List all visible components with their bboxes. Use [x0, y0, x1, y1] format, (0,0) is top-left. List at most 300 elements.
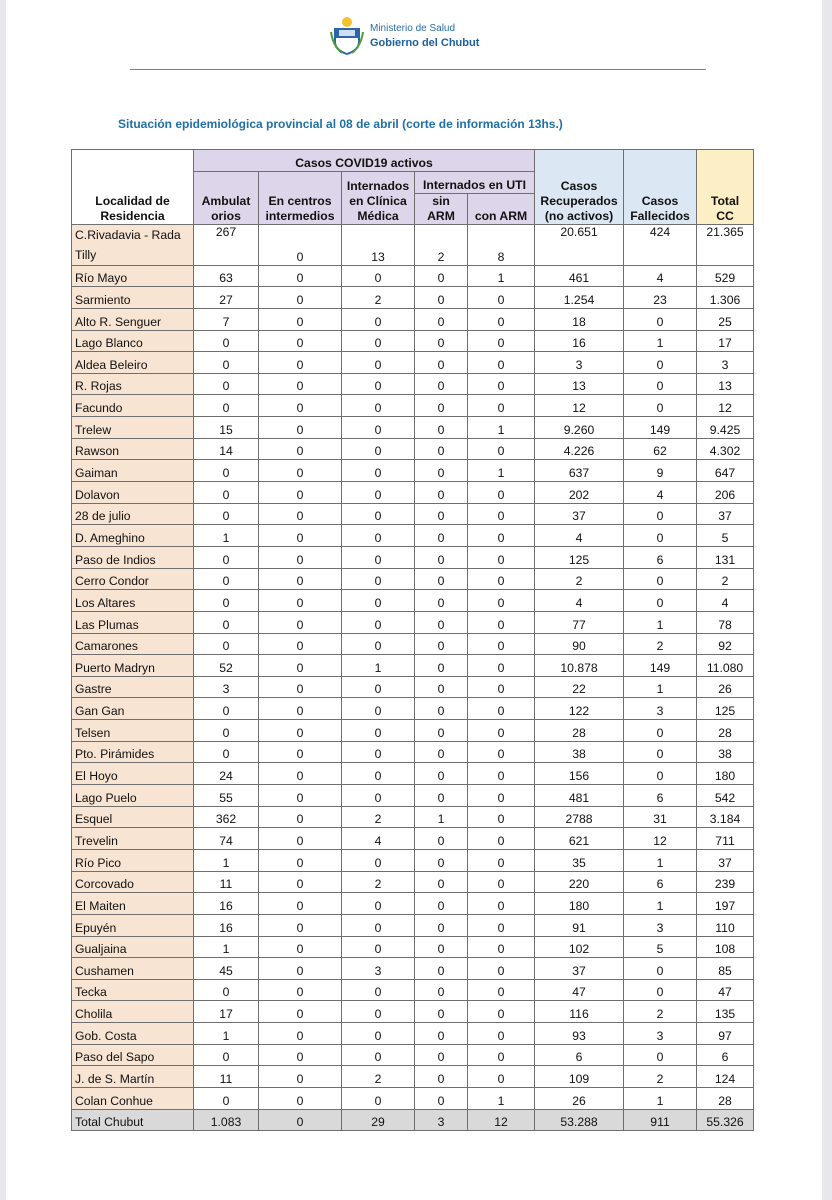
- cell-localidad: Las Plumas: [72, 611, 194, 633]
- cell-sin-arm: 0: [415, 849, 468, 871]
- cell-fallecidos: 4: [624, 265, 697, 287]
- cell-con-arm: 0: [468, 568, 535, 590]
- cell-sin-arm: 0: [415, 330, 468, 352]
- cell-centros: 0: [259, 914, 342, 936]
- table-row: [72, 676, 754, 698]
- header-sin-arm: sin ARM: [415, 193, 468, 224]
- cell-centros: 0: [259, 611, 342, 633]
- ministry-header: [330, 14, 479, 58]
- cell-ambulatorios: 267: [194, 224, 259, 265]
- cell-con-arm: 0: [468, 914, 535, 936]
- cell-ambulatorios: 0: [194, 698, 259, 720]
- cell-fallecidos: 6: [624, 871, 697, 893]
- cell-sin-arm: 0: [415, 936, 468, 958]
- cell-sin-arm: 0: [415, 482, 468, 504]
- cell-fallecidos: 1: [624, 893, 697, 915]
- table-row: [72, 914, 754, 936]
- cell-sin-arm: 0: [415, 590, 468, 612]
- cell-clinica: 2: [342, 287, 415, 309]
- table-row: [72, 330, 754, 352]
- cell-localidad: Dolavon: [72, 482, 194, 504]
- cell-con-arm: 0: [468, 1066, 535, 1088]
- cell-sin-arm: 0: [415, 503, 468, 525]
- table-row: [72, 373, 754, 395]
- cell-ambulatorios: 1.083: [194, 1109, 259, 1131]
- cell-sin-arm: 0: [415, 525, 468, 547]
- cell-con-arm: 0: [468, 1001, 535, 1023]
- cell-total: 180: [697, 763, 754, 785]
- cell-localidad: Los Altares: [72, 590, 194, 612]
- cell-sin-arm: 0: [415, 979, 468, 1001]
- cell-clinica: 0: [342, 460, 415, 482]
- cell-total: 13: [697, 373, 754, 395]
- table-row: [72, 611, 754, 633]
- cell-recuperados: 122: [535, 698, 624, 720]
- cell-recuperados: 180: [535, 893, 624, 915]
- cell-sin-arm: 0: [415, 568, 468, 590]
- cell-centros: 0: [259, 224, 342, 265]
- cell-centros: 0: [259, 287, 342, 309]
- cell-sin-arm: 0: [415, 460, 468, 482]
- cell-localidad: Camarones: [72, 633, 194, 655]
- cell-localidad: Aldea Beleiro: [72, 352, 194, 374]
- cell-ambulatorios: 0: [194, 1087, 259, 1109]
- cell-sin-arm: 0: [415, 308, 468, 330]
- cell-fallecidos: 0: [624, 741, 697, 763]
- cell-con-arm: 0: [468, 1044, 535, 1066]
- cell-clinica: 2: [342, 806, 415, 828]
- cell-con-arm: 12: [468, 1109, 535, 1131]
- cell-con-arm: 0: [468, 806, 535, 828]
- cell-con-arm: 0: [468, 1023, 535, 1045]
- covid-situation-table: [71, 149, 754, 1131]
- cell-total: 28: [697, 1087, 754, 1109]
- cell-ambulatorios: 27: [194, 287, 259, 309]
- cell-con-arm: 1: [468, 265, 535, 287]
- chubut-crest-icon: [330, 16, 364, 56]
- cell-localidad: El Maiten: [72, 893, 194, 915]
- cell-clinica: 0: [342, 265, 415, 287]
- cell-sin-arm: 0: [415, 828, 468, 850]
- cell-localidad: R. Rojas: [72, 373, 194, 395]
- cell-clinica: 3: [342, 958, 415, 980]
- cell-centros: 0: [259, 958, 342, 980]
- cell-centros: 0: [259, 1087, 342, 1109]
- cell-clinica: 0: [342, 352, 415, 374]
- cell-fallecidos: 6: [624, 546, 697, 568]
- cell-localidad: Lago Puelo: [72, 785, 194, 807]
- cell-con-arm: 0: [468, 698, 535, 720]
- cell-con-arm: 0: [468, 958, 535, 980]
- table-row: [72, 633, 754, 655]
- cell-sin-arm: 0: [415, 287, 468, 309]
- cell-total: 6: [697, 1044, 754, 1066]
- cell-total: 110: [697, 914, 754, 936]
- cell-total: 11.080: [697, 655, 754, 677]
- cell-centros: 0: [259, 546, 342, 568]
- header-ambulatorios: Ambulat orios: [194, 172, 259, 225]
- table-row: [72, 871, 754, 893]
- table-row: [72, 958, 754, 980]
- cell-sin-arm: 0: [415, 698, 468, 720]
- cell-localidad: Gualjaina: [72, 936, 194, 958]
- cell-centros: 0: [259, 871, 342, 893]
- cell-fallecidos: 4: [624, 482, 697, 504]
- cell-con-arm: 0: [468, 482, 535, 504]
- cell-recuperados: 481: [535, 785, 624, 807]
- cell-centros: 0: [259, 1109, 342, 1131]
- cell-ambulatorios: 0: [194, 720, 259, 742]
- cell-con-arm: 0: [468, 330, 535, 352]
- cell-fallecidos: 1: [624, 676, 697, 698]
- cell-con-arm: 0: [468, 308, 535, 330]
- cell-clinica: 0: [342, 525, 415, 547]
- cell-ambulatorios: 63: [194, 265, 259, 287]
- cell-recuperados: 621: [535, 828, 624, 850]
- cell-ambulatorios: 0: [194, 1044, 259, 1066]
- cell-clinica: 0: [342, 1023, 415, 1045]
- cell-recuperados: 156: [535, 763, 624, 785]
- report-title: Situación epidemiológica provincial al 08 de abril (corte de información 13hs.): [118, 117, 563, 131]
- cell-ambulatorios: 1: [194, 525, 259, 547]
- cell-ambulatorios: 0: [194, 546, 259, 568]
- cell-localidad: Paso de Indios: [72, 546, 194, 568]
- cell-con-arm: 0: [468, 633, 535, 655]
- cell-localidad: Sarmiento: [72, 287, 194, 309]
- cell-centros: 0: [259, 741, 342, 763]
- cell-con-arm: 0: [468, 352, 535, 374]
- cell-clinica: 0: [342, 741, 415, 763]
- cell-localidad: Río Mayo: [72, 265, 194, 287]
- cell-total: 4.302: [697, 438, 754, 460]
- cell-con-arm: 1: [468, 460, 535, 482]
- cell-fallecidos: 0: [624, 308, 697, 330]
- cell-localidad: Telsen: [72, 720, 194, 742]
- cell-clinica: 0: [342, 438, 415, 460]
- cell-ambulatorios: 16: [194, 893, 259, 915]
- cell-clinica: 2: [342, 1066, 415, 1088]
- cell-con-arm: 0: [468, 546, 535, 568]
- cell-recuperados: 53.288: [535, 1109, 624, 1131]
- cell-recuperados: 10.878: [535, 655, 624, 677]
- cell-localidad: Cholila: [72, 1001, 194, 1023]
- cell-localidad: Cushamen: [72, 958, 194, 980]
- cell-fallecidos: 31: [624, 806, 697, 828]
- cell-clinica: 0: [342, 849, 415, 871]
- cell-fallecidos: 0: [624, 352, 697, 374]
- cell-clinica: 1: [342, 655, 415, 677]
- cell-sin-arm: 1: [415, 806, 468, 828]
- cell-sin-arm: 0: [415, 1001, 468, 1023]
- cell-centros: 0: [259, 503, 342, 525]
- cell-recuperados: 637: [535, 460, 624, 482]
- cell-localidad: Tecka: [72, 979, 194, 1001]
- cell-total: 37: [697, 503, 754, 525]
- header-total: Total CC: [697, 150, 754, 225]
- cell-centros: 0: [259, 590, 342, 612]
- cell-recuperados: 90: [535, 633, 624, 655]
- header-centros: En centros intermedios: [259, 172, 342, 225]
- table-row: [72, 979, 754, 1001]
- cell-fallecidos: 3: [624, 698, 697, 720]
- cell-total: 4: [697, 590, 754, 612]
- cell-con-arm: 0: [468, 979, 535, 1001]
- cell-sin-arm: 0: [415, 1044, 468, 1066]
- cell-total: 97: [697, 1023, 754, 1045]
- cell-centros: 0: [259, 849, 342, 871]
- cell-ambulatorios: 0: [194, 979, 259, 1001]
- cell-total: 55.326: [697, 1109, 754, 1131]
- table-row: [72, 936, 754, 958]
- cell-sin-arm: 3: [415, 1109, 468, 1131]
- cell-total: 108: [697, 936, 754, 958]
- cell-recuperados: 1.254: [535, 287, 624, 309]
- cell-clinica: 0: [342, 785, 415, 807]
- cell-fallecidos: 0: [624, 763, 697, 785]
- cell-con-arm: 0: [468, 655, 535, 677]
- cell-con-arm: 0: [468, 287, 535, 309]
- cell-centros: 0: [259, 525, 342, 547]
- table-row: [72, 417, 754, 439]
- cell-total: 711: [697, 828, 754, 850]
- cell-recuperados: 26: [535, 1087, 624, 1109]
- cell-centros: 0: [259, 763, 342, 785]
- table-row: [72, 1001, 754, 1023]
- cell-localidad: Colan Conhue: [72, 1087, 194, 1109]
- cell-localidad: Alto R. Senguer: [72, 308, 194, 330]
- cell-total: 21.365: [697, 224, 754, 265]
- header-con-arm: con ARM: [468, 193, 535, 224]
- cell-clinica: 0: [342, 1044, 415, 1066]
- cell-centros: 0: [259, 676, 342, 698]
- cell-sin-arm: 0: [415, 1066, 468, 1088]
- cell-total: 197: [697, 893, 754, 915]
- cell-total: 17: [697, 330, 754, 352]
- table-row: [72, 849, 754, 871]
- cell-ambulatorios: 3: [194, 676, 259, 698]
- cell-recuperados: 2788: [535, 806, 624, 828]
- cell-recuperados: 35: [535, 849, 624, 871]
- cell-total: 92: [697, 633, 754, 655]
- cell-total: 38: [697, 741, 754, 763]
- cell-fallecidos: 0: [624, 590, 697, 612]
- cell-ambulatorios: 14: [194, 438, 259, 460]
- cell-recuperados: 77: [535, 611, 624, 633]
- cell-localidad: Facundo: [72, 395, 194, 417]
- cell-con-arm: 0: [468, 525, 535, 547]
- table-row: [72, 224, 754, 265]
- cell-sin-arm: 0: [415, 546, 468, 568]
- cell-localidad: Río Pico: [72, 849, 194, 871]
- cell-centros: 0: [259, 893, 342, 915]
- cell-recuperados: 461: [535, 265, 624, 287]
- cell-clinica: 0: [342, 417, 415, 439]
- cell-localidad: El Hoyo: [72, 763, 194, 785]
- cell-recuperados: 20.651: [535, 224, 624, 265]
- cell-centros: 0: [259, 1023, 342, 1045]
- cell-total: 85: [697, 958, 754, 980]
- cell-localidad: C.Rivadavia - Rada Tilly: [72, 224, 194, 265]
- cell-total: 647: [697, 460, 754, 482]
- header-group-active: Casos COVID19 activos: [194, 150, 535, 172]
- cell-fallecidos: 5: [624, 936, 697, 958]
- table-row: [72, 1087, 754, 1109]
- cell-con-arm: 1: [468, 417, 535, 439]
- cell-sin-arm: 0: [415, 741, 468, 763]
- table-row: [72, 1066, 754, 1088]
- header-localidad: Localidad de Residencia: [72, 150, 194, 225]
- cell-localidad: Cerro Condor: [72, 568, 194, 590]
- cell-sin-arm: 0: [415, 1023, 468, 1045]
- cell-centros: 0: [259, 265, 342, 287]
- cell-recuperados: 125: [535, 546, 624, 568]
- cell-total: 37: [697, 849, 754, 871]
- cell-centros: 0: [259, 806, 342, 828]
- cell-fallecidos: 149: [624, 655, 697, 677]
- cell-centros: 0: [259, 395, 342, 417]
- cell-localidad: Paso del Sapo: [72, 1044, 194, 1066]
- cell-fallecidos: 0: [624, 373, 697, 395]
- cell-clinica: 0: [342, 395, 415, 417]
- cell-localidad: Esquel: [72, 806, 194, 828]
- table-row: [72, 590, 754, 612]
- cell-localidad: Pto. Pirámides: [72, 741, 194, 763]
- cell-centros: 0: [259, 308, 342, 330]
- cell-sin-arm: 0: [415, 438, 468, 460]
- cell-con-arm: 0: [468, 785, 535, 807]
- cell-con-arm: 0: [468, 893, 535, 915]
- cell-sin-arm: 0: [415, 785, 468, 807]
- cell-sin-arm: 0: [415, 676, 468, 698]
- cell-fallecidos: 911: [624, 1109, 697, 1131]
- cell-localidad: Gaiman: [72, 460, 194, 482]
- cell-recuperados: 6: [535, 1044, 624, 1066]
- table-row: [72, 1023, 754, 1045]
- cell-fallecidos: 62: [624, 438, 697, 460]
- cell-localidad: Gan Gan: [72, 698, 194, 720]
- cell-recuperados: 91: [535, 914, 624, 936]
- cell-clinica: 0: [342, 763, 415, 785]
- cell-clinica: 0: [342, 720, 415, 742]
- cell-centros: 0: [259, 417, 342, 439]
- cell-con-arm: 0: [468, 741, 535, 763]
- cell-sin-arm: 0: [415, 871, 468, 893]
- cell-localidad: 28 de julio: [72, 503, 194, 525]
- cell-con-arm: 1: [468, 1087, 535, 1109]
- cell-ambulatorios: 0: [194, 352, 259, 374]
- cell-sin-arm: 0: [415, 893, 468, 915]
- cell-centros: 0: [259, 1001, 342, 1023]
- cell-localidad: Rawson: [72, 438, 194, 460]
- cell-recuperados: 93: [535, 1023, 624, 1045]
- cell-fallecidos: 3: [624, 914, 697, 936]
- header-clinica: Internados en Clínica Médica: [342, 172, 415, 225]
- table-row: [72, 720, 754, 742]
- cell-sin-arm: 0: [415, 352, 468, 374]
- cell-clinica: 0: [342, 503, 415, 525]
- cell-recuperados: 4.226: [535, 438, 624, 460]
- cell-clinica: 0: [342, 482, 415, 504]
- cell-total: 25: [697, 308, 754, 330]
- cell-recuperados: 12: [535, 395, 624, 417]
- cell-ambulatorios: 16: [194, 914, 259, 936]
- table-row: [72, 806, 754, 828]
- cell-ambulatorios: 0: [194, 568, 259, 590]
- header-divider: [130, 69, 706, 70]
- cell-sin-arm: 0: [415, 763, 468, 785]
- table-row: [72, 308, 754, 330]
- cell-ambulatorios: 55: [194, 785, 259, 807]
- header-fallecidos: Casos Fallecidos: [624, 150, 697, 225]
- cell-sin-arm: 0: [415, 265, 468, 287]
- cell-ambulatorios: 17: [194, 1001, 259, 1023]
- cell-con-arm: 0: [468, 871, 535, 893]
- cell-fallecidos: 0: [624, 958, 697, 980]
- cell-ambulatorios: 0: [194, 611, 259, 633]
- cell-centros: 0: [259, 460, 342, 482]
- cell-localidad: D. Ameghino: [72, 525, 194, 547]
- cell-centros: 0: [259, 373, 342, 395]
- cell-fallecidos: 424: [624, 224, 697, 265]
- cell-recuperados: 116: [535, 1001, 624, 1023]
- cell-clinica: 2: [342, 871, 415, 893]
- cell-recuperados: 102: [535, 936, 624, 958]
- cell-total: 124: [697, 1066, 754, 1088]
- cell-total: 3: [697, 352, 754, 374]
- header-recuperados: Casos Recuperados (no activos): [535, 150, 624, 225]
- cell-sin-arm: 0: [415, 373, 468, 395]
- cell-centros: 0: [259, 655, 342, 677]
- cell-fallecidos: 1: [624, 1087, 697, 1109]
- cell-ambulatorios: 0: [194, 395, 259, 417]
- cell-total: 26: [697, 676, 754, 698]
- cell-ambulatorios: 1: [194, 1023, 259, 1045]
- cell-centros: 0: [259, 828, 342, 850]
- cell-fallecidos: 0: [624, 979, 697, 1001]
- cell-fallecidos: 2: [624, 1001, 697, 1023]
- cell-sin-arm: 0: [415, 914, 468, 936]
- cell-total: 3.184: [697, 806, 754, 828]
- table-row: [72, 287, 754, 309]
- government-name: Gobierno del Chubut: [370, 37, 480, 49]
- cell-total: 9.425: [697, 417, 754, 439]
- cell-clinica: 0: [342, 893, 415, 915]
- cell-con-arm: 0: [468, 849, 535, 871]
- cell-con-arm: 0: [468, 503, 535, 525]
- cell-recuperados: 202: [535, 482, 624, 504]
- cell-clinica: 0: [342, 1087, 415, 1109]
- cell-ambulatorios: 11: [194, 871, 259, 893]
- cell-total: 206: [697, 482, 754, 504]
- cell-total: 131: [697, 546, 754, 568]
- cell-recuperados: 37: [535, 958, 624, 980]
- table-row: [72, 352, 754, 374]
- cell-clinica: 29: [342, 1109, 415, 1131]
- table-row: [72, 546, 754, 568]
- cell-con-arm: 0: [468, 763, 535, 785]
- cell-fallecidos: 0: [624, 720, 697, 742]
- cell-centros: 0: [259, 1044, 342, 1066]
- table-row: [72, 893, 754, 915]
- cell-clinica: 0: [342, 546, 415, 568]
- cell-sin-arm: 0: [415, 633, 468, 655]
- cell-centros: 0: [259, 936, 342, 958]
- cell-localidad: Corcovado: [72, 871, 194, 893]
- cell-con-arm: 0: [468, 720, 535, 742]
- cell-centros: 0: [259, 698, 342, 720]
- cell-centros: 0: [259, 633, 342, 655]
- cell-ambulatorios: 362: [194, 806, 259, 828]
